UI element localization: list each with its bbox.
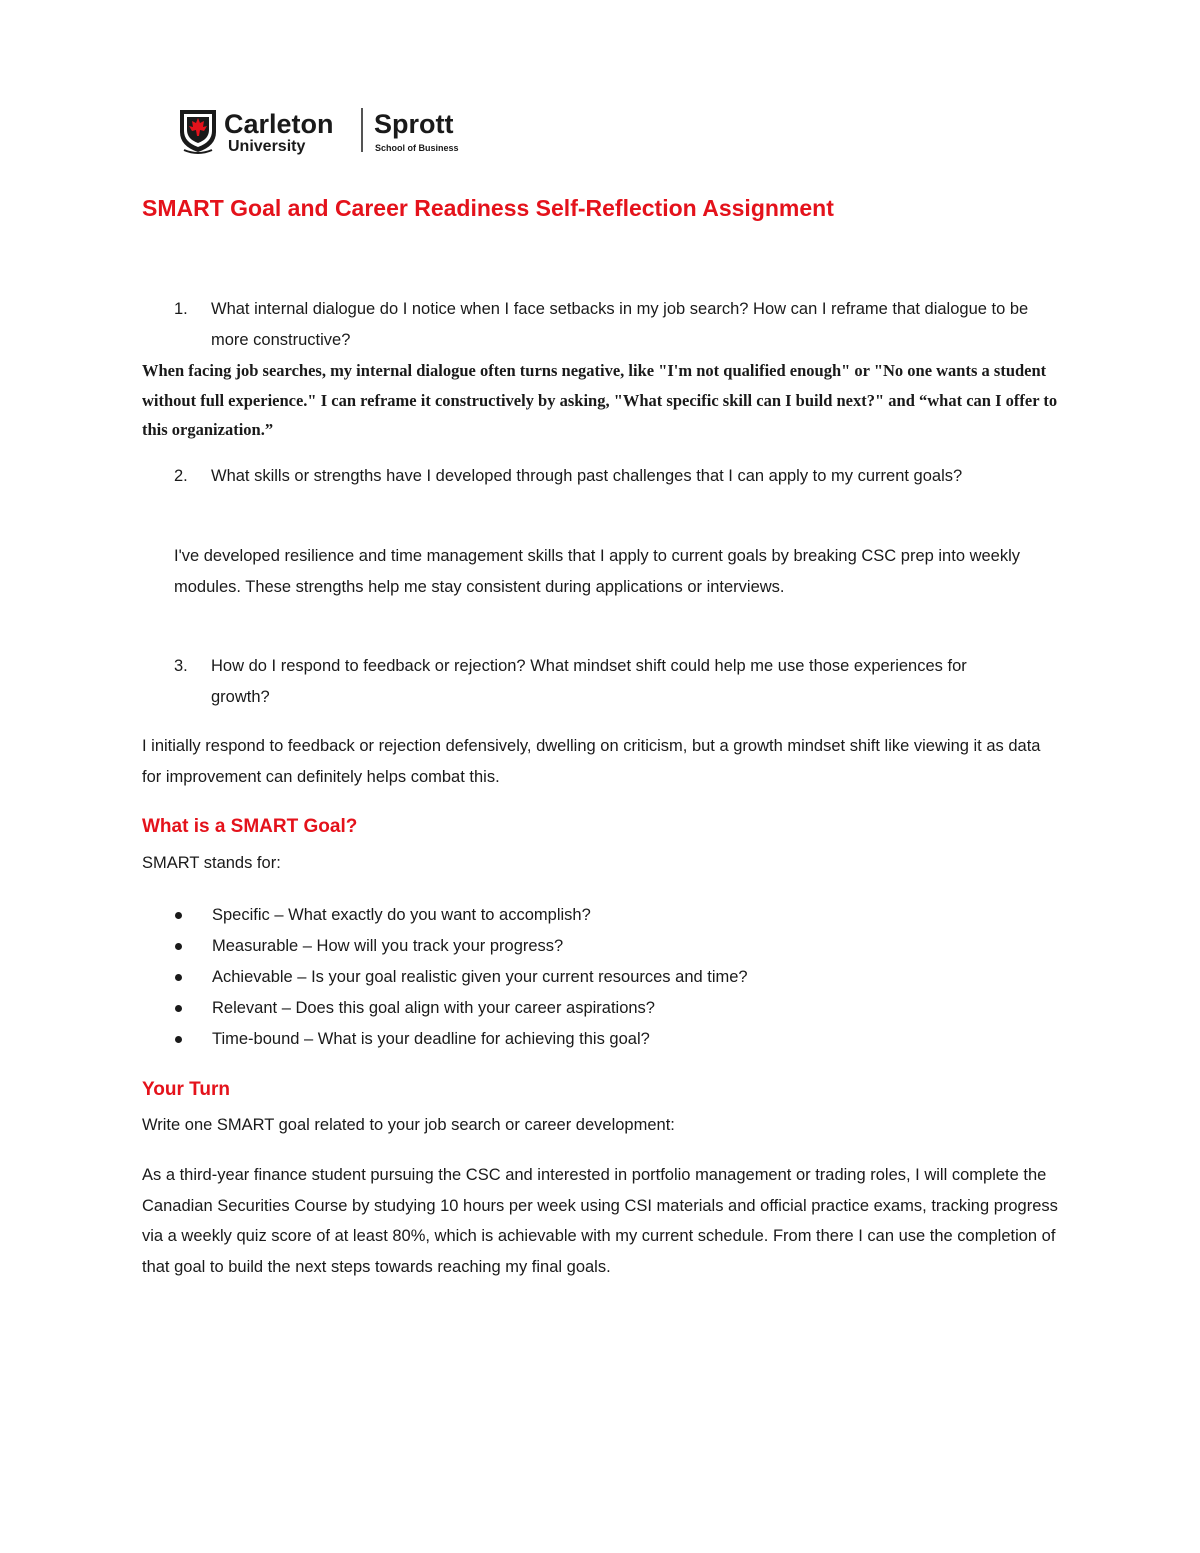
smart-heading: What is a SMART Goal?: [142, 816, 358, 837]
answer-3: I initially respond to feedback or rejection defensively, dwelling on criticism, but a growth mindset shift like viewing it as data for improvement can definitely helps combat this.: [142, 737, 1041, 786]
bullet-icon: [175, 912, 182, 919]
your-turn-prompt: Write one SMART goal related to your job search or career development:: [142, 1116, 675, 1134]
school-sub: School of Business: [375, 143, 459, 153]
question-3-number: 3.: [174, 657, 188, 675]
your-turn-heading: Your Turn: [142, 1079, 230, 1100]
question-2-text: What skills or strengths have I developed through past challenges that I can apply to my current goals?: [211, 467, 963, 485]
smart-list: [172, 900, 748, 1055]
list-item: Measurable – How will you track your progress?: [172, 931, 748, 962]
university-sub: University: [228, 138, 306, 155]
page-title: SMART Goal and Career Readiness Self-Reflection Assignment: [142, 195, 834, 221]
bullet-icon: [175, 1005, 182, 1012]
question-1-number: 1.: [174, 300, 188, 318]
bullet-icon: [175, 974, 182, 981]
shield-icon: [180, 110, 216, 153]
list-item: Achievable – Is your goal realistic given your current resources and time?: [172, 962, 748, 993]
bullet-icon: [175, 1036, 182, 1043]
list-item: Relevant – Does this goal align with your career aspirations?: [172, 993, 748, 1024]
bullet-icon: [175, 943, 182, 950]
answer-2: I've developed resilience and time management skills that I apply to current goals by breaking CSC prep into weekly modules. These strengths help me stay consistent during applications or interviews.: [174, 547, 1021, 596]
smart-intro: SMART stands for:: [142, 854, 281, 872]
carleton-sprott-logo: [178, 106, 478, 156]
question-3-text: How do I respond to feedback or rejection? What mindset shift could help me use those experiences for growth?: [211, 657, 967, 706]
list-item: Specific – What exactly do you want to accomplish?: [172, 900, 748, 931]
school-name: Sprott: [374, 109, 454, 139]
smart-goal-answer: As a third-year finance student pursuing the CSC and interested in portfolio management or trading roles, I will complete the Canadian Securities Course by studying 10 hours per week using CSI materials and official practice exams, tracking progress via a weekly quiz score of at least 80%, which is achievable with my current schedule. From there I can use the completion of that goal to build the next steps towards reaching my final goals.: [142, 1166, 1058, 1276]
list-item: Time-bound – What is your deadline for achieving this goal?: [172, 1024, 748, 1055]
university-name: Carleton: [224, 109, 334, 139]
answer-1: When facing job searches, my internal dialogue often turns negative, like "I'm not qualified enough" or "No one wants a student without full experience." I can reframe it constructively by asking, "What specific skill can I build next?" and “what can I offer to this organization.”: [142, 361, 1058, 439]
question-1-text: What internal dialogue do I notice when I face setbacks in my job search? How can I reframe that dialogue to be more constructive?: [211, 300, 1029, 349]
question-2-number: 2.: [174, 467, 188, 485]
